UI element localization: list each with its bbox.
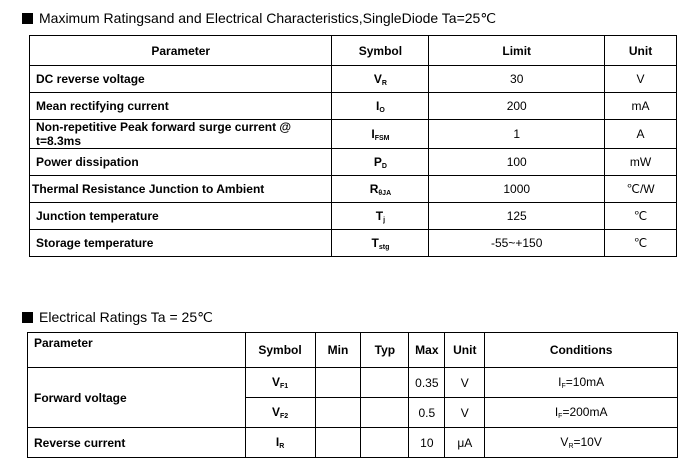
table-row — [30, 149, 677, 176]
header-unit: Unit — [445, 333, 485, 368]
row-typ — [361, 398, 409, 428]
header-limit: Limit — [429, 36, 605, 66]
row-typ — [361, 428, 409, 458]
row-unit: V — [445, 398, 485, 428]
square-bullet-icon — [22, 312, 33, 323]
row-parameter: Forward voltage — [28, 368, 246, 428]
row-parameter: Junction temperature — [30, 203, 332, 230]
row-limit: 1000 — [429, 176, 605, 203]
electrical-ratings-table — [27, 332, 678, 458]
row-conditions: $V_R=10V$ — [485, 428, 678, 458]
row-parameter: Storage temperature — [30, 230, 332, 257]
row-symbol: $I_R$ — [245, 428, 315, 458]
row-limit: 1 — [429, 120, 605, 149]
row-unit: mW — [605, 149, 677, 176]
table-row — [30, 203, 677, 230]
row-symbol: $V_{F1}$ — [245, 368, 315, 398]
row-max: 0.35 — [409, 368, 445, 398]
table-header-row — [30, 36, 677, 66]
table-row — [28, 428, 678, 458]
table-row — [30, 93, 677, 120]
row-parameter: DC reverse voltage — [30, 66, 332, 93]
row-parameter: Mean rectifying current — [30, 93, 332, 120]
row-limit: 30 — [429, 66, 605, 93]
row-limit: 200 — [429, 93, 605, 120]
row-unit: ℃ — [605, 230, 677, 257]
row-symbol: $V_{F2}$ — [245, 398, 315, 428]
table-row — [28, 368, 678, 398]
table-row — [30, 66, 677, 93]
table-row — [30, 120, 677, 149]
row-conditions: $I_F=10mA$ — [485, 368, 678, 398]
section1-title — [22, 10, 496, 27]
row-max: 0.5 — [409, 398, 445, 428]
row-min — [315, 398, 361, 428]
row-symbol: $R_{\theta JA}$ — [332, 176, 429, 203]
row-min — [315, 428, 361, 458]
row-unit: ℃/W — [605, 176, 677, 203]
row-unit: ℃ — [605, 203, 677, 230]
row-parameter: Power dissipation — [30, 149, 332, 176]
row-parameter: Reverse current — [28, 428, 246, 458]
header-parameter: Parameter — [30, 36, 332, 66]
row-symbol: $I_O$ — [332, 93, 429, 120]
row-unit: A — [605, 120, 677, 149]
header-parameter: Parameter — [28, 333, 246, 368]
row-limit: 100 — [429, 149, 605, 176]
row-min — [315, 368, 361, 398]
section2-title — [22, 309, 213, 326]
table-row — [30, 176, 677, 203]
section1-title-text: Maximum Ratingsand and Electrical Characteristics,SingleDiode Ta=25℃ — [39, 10, 497, 26]
row-conditions: $I_F=200mA$ — [485, 398, 678, 428]
row-limit: -55~+150 — [429, 230, 605, 257]
header-symbol: Symbol — [332, 36, 429, 66]
row-symbol: $P_D$ — [332, 149, 429, 176]
header-typ: Typ — [361, 333, 409, 368]
square-bullet-icon — [22, 13, 33, 24]
row-typ — [361, 368, 409, 398]
row-unit: V — [445, 368, 485, 398]
header-unit: Unit — [605, 36, 677, 66]
table-header-row — [28, 333, 678, 368]
row-unit: mA — [605, 93, 677, 120]
table-row — [30, 230, 677, 257]
maximum-ratings-table — [29, 35, 677, 257]
header-symbol: Symbol — [245, 333, 315, 368]
row-symbol: $I_{FSM}$ — [332, 120, 429, 149]
row-symbol: $T_j$ — [332, 203, 429, 230]
row-symbol: $V_R$ — [332, 66, 429, 93]
row-parameter: Non-repetitive Peak forward surge current @ t=8.3ms — [30, 120, 332, 149]
section2-title-text: Electrical Ratings Ta = 25℃ — [39, 309, 213, 325]
row-unit: V — [605, 66, 677, 93]
row-unit: μA — [445, 428, 485, 458]
header-max: Max — [409, 333, 445, 368]
row-limit: 125 — [429, 203, 605, 230]
header-min: Min — [315, 333, 361, 368]
header-conditions: Conditions — [485, 333, 678, 368]
row-parameter: Thermal Resistance Junction to Ambient — [30, 176, 332, 203]
row-max: 10 — [409, 428, 445, 458]
row-symbol: $T_{stg}$ — [332, 230, 429, 257]
